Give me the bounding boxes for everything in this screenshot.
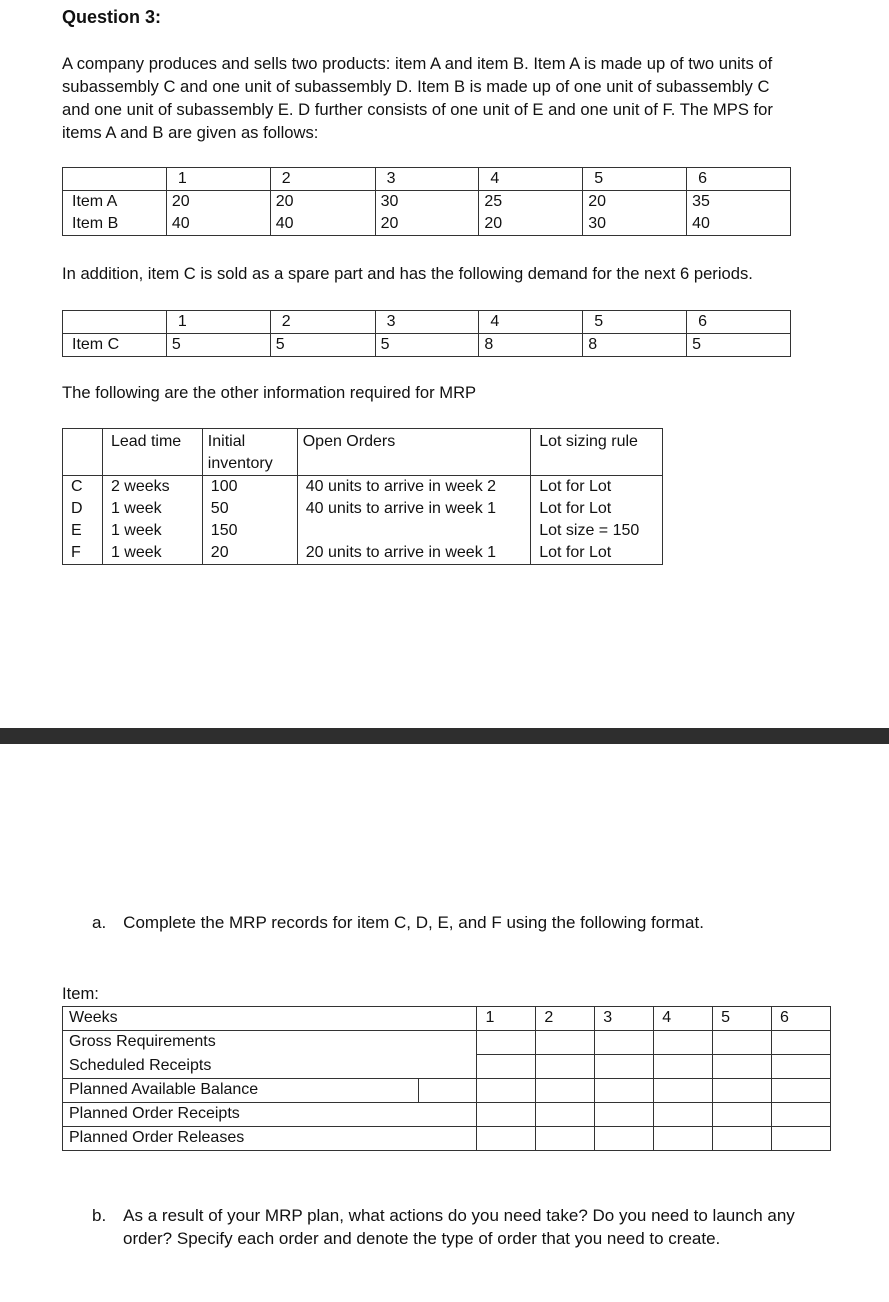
info-open-orders: 40 units to arrive in week 1 <box>297 498 530 520</box>
mps-row-item-a <box>63 191 791 214</box>
spare-period: 1 <box>166 311 270 334</box>
mrp-week-number: 5 <box>713 1007 772 1031</box>
mrp-week-number: 3 <box>595 1007 654 1031</box>
info-header-lead-time: Lead time <box>102 429 202 476</box>
mps-period: 5 <box>583 168 687 191</box>
info-row-e <box>63 520 663 542</box>
mps-cell: 20 <box>375 213 479 236</box>
mrp-initial-balance-cell[interactable] <box>418 1079 477 1103</box>
mps-cell: 20 <box>479 213 583 236</box>
spare-cell: 5 <box>687 334 791 357</box>
mps-corner <box>63 168 167 191</box>
mps-cell: 25 <box>479 191 583 214</box>
mrp-cell[interactable] <box>772 1103 831 1127</box>
mrp-cell[interactable] <box>477 1079 536 1103</box>
mrp-cell[interactable] <box>772 1031 831 1055</box>
spare-period: 4 <box>479 311 583 334</box>
mps-cell: 40 <box>270 213 375 236</box>
mrp-cell[interactable] <box>595 1127 654 1151</box>
mps-cell: 20 <box>166 191 270 214</box>
mrp-item-label: Item: <box>62 984 99 1003</box>
info-lot-sizing: Lot for Lot <box>531 476 663 499</box>
spare-cell: 8 <box>583 334 687 357</box>
spare-row-item-c <box>63 334 791 357</box>
mrp-cell[interactable] <box>654 1079 713 1103</box>
question-title: Question 3: <box>62 7 162 27</box>
mps-period: 2 <box>270 168 375 191</box>
info-header-lot-sizing: Lot sizing rule <box>531 429 663 476</box>
info-header-corner <box>63 429 103 476</box>
mrp-row-por <box>63 1103 831 1127</box>
mps-period: 3 <box>375 168 479 191</box>
mrp-week-number: 2 <box>536 1007 595 1031</box>
part-a-prompt: a. Complete the MRP records for item C, D, E, and F using the following format. <box>92 913 704 932</box>
mrp-cell[interactable] <box>713 1079 772 1103</box>
mrp-cell[interactable] <box>772 1055 831 1079</box>
mrp-weeks-label: Weeks <box>63 1007 477 1031</box>
spare-cell: 5 <box>375 334 479 357</box>
mrp-cell[interactable] <box>536 1055 595 1079</box>
mrp-cell[interactable] <box>595 1055 654 1079</box>
mps-cell: 30 <box>583 213 687 236</box>
info-header-initial-inventory: Initial inventory <box>202 429 297 476</box>
info-row-d <box>63 498 663 520</box>
mrp-cell[interactable] <box>772 1127 831 1151</box>
spare-period: 3 <box>375 311 479 334</box>
info-initial-inventory: 20 <box>202 542 297 565</box>
info-item: C <box>63 476 103 499</box>
info-initial-inventory: 150 <box>202 520 297 542</box>
mps-cell: 40 <box>687 213 791 236</box>
info-open-orders: 40 units to arrive in week 2 <box>297 476 530 499</box>
info-item: E <box>63 520 103 542</box>
spare-cell: 5 <box>166 334 270 357</box>
mrp-cell[interactable] <box>713 1031 772 1055</box>
mps-row-item-b <box>63 213 791 236</box>
info-header-row <box>63 429 663 476</box>
info-row-f <box>63 542 663 565</box>
part-b-line-1: b. As a result of your MRP plan, what actions do you need take? Do you need to launch any <box>92 1206 795 1225</box>
mrp-record-table <box>62 1006 831 1151</box>
mrp-cell[interactable] <box>595 1031 654 1055</box>
info-initial-inventory: 100 <box>202 476 297 499</box>
mrp-cell[interactable] <box>477 1055 536 1079</box>
mrp-cell[interactable] <box>772 1079 831 1103</box>
mrp-row-scheduled <box>63 1055 831 1079</box>
spare-intro: In addition, item C is sold as a spare part and has the following demand for the next 6 periods. <box>62 264 753 283</box>
info-lead-time: 2 weeks <box>102 476 202 499</box>
info-lead-time: 1 week <box>102 498 202 520</box>
info-header-open-orders: Open Orders <box>297 429 530 476</box>
mps-period: 4 <box>479 168 583 191</box>
mps-cell: 20 <box>270 191 375 214</box>
mrp-cell[interactable] <box>536 1079 595 1103</box>
spare-cell: 8 <box>479 334 583 357</box>
mrp-info-table <box>62 428 663 565</box>
spare-demand-table <box>62 310 791 357</box>
spare-corner <box>63 311 167 334</box>
mps-cell: 40 <box>166 213 270 236</box>
mrp-cell[interactable] <box>536 1031 595 1055</box>
mrp-cell[interactable] <box>654 1031 713 1055</box>
mps-header-row <box>63 168 791 191</box>
mrp-cell[interactable] <box>654 1055 713 1079</box>
info-lot-sizing: Lot for Lot <box>531 498 663 520</box>
mps-cell: 20 <box>583 191 687 214</box>
info-item: F <box>63 542 103 565</box>
part-b-line-2: order? Specify each order and denote the type of order that you need to create. <box>123 1229 721 1248</box>
mrp-week-number: 6 <box>772 1007 831 1031</box>
mrp-week-number: 4 <box>654 1007 713 1031</box>
info-lead-time: 1 week <box>102 520 202 542</box>
mrp-cell[interactable] <box>595 1079 654 1103</box>
mrp-row-pab <box>63 1079 831 1103</box>
intro-paragraph: A company produces and sells two products: item A and item B. Item A is made up of two units of subassembly C and one unit of subassembly D. Item B is made up of one unit of subassembly C and one unit of subassembly E. D further consists of one unit of E and one unit of F. The MPS for items A and B are given as follows: <box>62 54 773 142</box>
other-intro: The following are the other information required for MRP <box>62 383 477 402</box>
mrp-weeks-row <box>63 1007 831 1031</box>
mrp-row-label: Planned Order Receipts <box>63 1103 477 1127</box>
info-initial-inventory: 50 <box>202 498 297 520</box>
spare-header-row <box>63 311 791 334</box>
mps-table <box>62 167 791 236</box>
page-divider <box>0 728 889 744</box>
spare-row-label: Item C <box>63 334 167 357</box>
mps-cell: 35 <box>687 191 791 214</box>
mrp-cell[interactable] <box>713 1055 772 1079</box>
mrp-row-label: Planned Order Releases <box>63 1127 477 1151</box>
mps-row-label: Item B <box>63 213 167 236</box>
mrp-cell[interactable] <box>654 1127 713 1151</box>
mrp-cell[interactable] <box>713 1103 772 1127</box>
mps-cell: 30 <box>375 191 479 214</box>
spare-period: 2 <box>270 311 375 334</box>
mrp-cell[interactable] <box>713 1127 772 1151</box>
info-lead-time: 1 week <box>102 542 202 565</box>
mrp-cell[interactable] <box>536 1103 595 1127</box>
spare-cell: 5 <box>270 334 375 357</box>
mrp-cell[interactable] <box>654 1103 713 1127</box>
mrp-cell[interactable] <box>536 1127 595 1151</box>
info-item: D <box>63 498 103 520</box>
mrp-row-label: Planned Available Balance <box>63 1079 419 1103</box>
mps-period: 1 <box>166 168 270 191</box>
info-lot-sizing: Lot for Lot <box>531 542 663 565</box>
info-open-orders <box>297 520 530 542</box>
mrp-cell[interactable] <box>477 1127 536 1151</box>
mrp-cell[interactable] <box>595 1103 654 1127</box>
spare-period: 5 <box>583 311 687 334</box>
mrp-cell[interactable] <box>477 1031 536 1055</box>
mrp-row-porel <box>63 1127 831 1151</box>
info-open-orders: 20 units to arrive in week 1 <box>297 542 530 565</box>
mrp-row-label: Scheduled Receipts <box>63 1055 477 1079</box>
mrp-row-label: Gross Requirements <box>63 1031 477 1055</box>
mrp-cell[interactable] <box>477 1103 536 1127</box>
mps-period: 6 <box>687 168 791 191</box>
mrp-week-number: 1 <box>477 1007 536 1031</box>
info-lot-sizing: Lot size = 150 <box>531 520 663 542</box>
spare-period: 6 <box>687 311 791 334</box>
mrp-row-gross <box>63 1031 831 1055</box>
mps-row-label: Item A <box>63 191 167 214</box>
info-row-c <box>63 476 663 499</box>
